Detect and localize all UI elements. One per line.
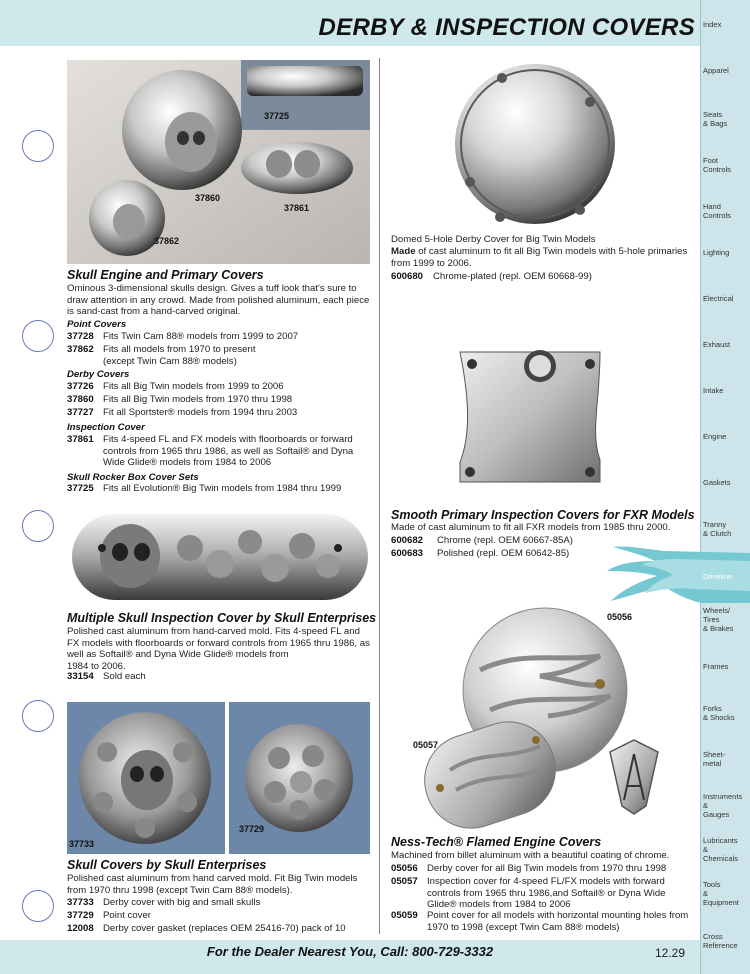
photo-label-37729: 37729 bbox=[239, 824, 265, 834]
group-heading: Derby Covers bbox=[67, 369, 130, 380]
skull-covers-heading: Skull Covers by Skull Enterprises bbox=[67, 858, 267, 872]
part-row: 600680 Chrome-plated (repl. OEM 60668-99) bbox=[391, 271, 592, 282]
side-tab-lubricants[interactable]: Lubricants & Chemicals bbox=[703, 836, 739, 863]
side-tab-hand[interactable]: Hand Controls bbox=[703, 202, 731, 220]
part-row: 05056 Derby cover for all Big Twin models from 1970 thru 1998 bbox=[391, 863, 667, 874]
side-tab-seats[interactable]: Seats & Bags bbox=[703, 110, 728, 128]
side-tab-sheet[interactable]: Sheet- metal bbox=[703, 750, 726, 768]
skull-derby-cover-photo bbox=[67, 702, 225, 854]
part-row: 37725 Fits all Evolution® Big Twin models from 1984 thru 1999 bbox=[67, 483, 342, 494]
side-tab-tranny[interactable]: Tranny & Clutch bbox=[703, 520, 732, 538]
side-tab-lighting[interactable]: Lighting bbox=[703, 248, 730, 257]
binder-hole bbox=[22, 510, 54, 542]
column-divider bbox=[379, 58, 380, 934]
part-row: 37733 Derby cover with big and small skulls bbox=[67, 897, 261, 908]
group-heading: Skull Rocker Box Cover Sets bbox=[67, 472, 199, 483]
side-tab-driveline[interactable]: Driveline bbox=[703, 572, 733, 581]
domed-caption: Domed 5-Hole Derby Cover for Big Twin Models bbox=[391, 234, 596, 245]
ness-tech-heading: Ness-Tech® Flamed Engine Covers bbox=[391, 835, 602, 849]
side-tab-tools[interactable]: Tools & Equipment bbox=[703, 880, 739, 907]
part-row: 05059 Point cover for all models with horizontal mounting holes from 1970 to 1998 (except Twin Cam 88® models) bbox=[391, 910, 689, 933]
binder-hole bbox=[22, 130, 54, 162]
multiple-skull-heading: Multiple Skull Inspection Cover by Skull Enterprises bbox=[67, 611, 377, 625]
skull-engine-covers-photo bbox=[67, 60, 370, 264]
smooth-primary-cover-photo bbox=[450, 342, 610, 492]
part-row: 37729 Point cover bbox=[67, 910, 151, 921]
multiple-skull-description: Polished cast aluminum from hand-carved mold. Fits 4-speed FL and FX models with floorboards or forward controls from 1965 thru 1986, as well as Softail® and Dyna Wide Glide® models from 1984 to 2006. bbox=[67, 626, 370, 672]
dealer-phone-text: For the Dealer Nearest You, Call: 800-729-3332 bbox=[206, 944, 494, 959]
domed-description: Made of cast aluminum to fit all Big Twin models with 5-hole primaries from 1999 to 2006. bbox=[391, 246, 688, 269]
part-row: 37862 Fits all models from 1970 to present (except Twin Cam 88® models) bbox=[67, 344, 256, 367]
photo-label-37861: 37861 bbox=[284, 203, 310, 213]
side-tab-apparel[interactable]: Apparel bbox=[703, 66, 729, 75]
side-tab-engine[interactable]: Engine bbox=[703, 432, 727, 441]
page-number: 12.29 bbox=[655, 946, 686, 960]
photo-label-37733: 37733 bbox=[69, 839, 95, 849]
side-tab-index[interactable]: Index bbox=[703, 20, 722, 29]
side-tab-instruments[interactable]: Instruments & Gauges bbox=[703, 792, 743, 819]
page-title: DERBY & INSPECTION COVERS bbox=[318, 14, 695, 41]
side-tab-wheels[interactable]: Wheels/ Tires & Brakes bbox=[703, 606, 734, 633]
part-row: 37726 Fits all Big Twin models from 1999 to 2006 bbox=[67, 381, 284, 392]
side-tab-exhaust[interactable]: Exhaust bbox=[703, 340, 731, 349]
part-row: 600682 Chrome (repl. OEM 60667-85A) bbox=[391, 535, 573, 546]
photo-label-37862: 37862 bbox=[154, 236, 180, 246]
part-row: 600683 Polished (repl. OEM 60642-85) bbox=[391, 548, 570, 559]
binder-hole bbox=[22, 700, 54, 732]
multiple-skull-cover-photo bbox=[70, 508, 370, 606]
part-row: 37860 Fits all Big Twin models from 1970 thru 1998 bbox=[67, 394, 293, 405]
side-tab-electrical[interactable]: Electrical bbox=[703, 294, 734, 303]
photo-label-37860: 37860 bbox=[195, 193, 221, 203]
skull-covers-description: Polished cast aluminum from hand carved mold. Fit Big Twin models from 1970 thru 1998 (except Twin Cam 88® models). bbox=[67, 873, 358, 896]
side-tab-frames[interactable]: Frames bbox=[703, 662, 729, 671]
smooth-primary-description: Made of cast aluminum to fit all FXR models from 1985 thru 2000. bbox=[391, 522, 671, 533]
domed-derby-cover-photo bbox=[440, 62, 630, 230]
part-row: 37728 Fits Twin Cam 88® models from 1999 to 2007 bbox=[67, 331, 299, 342]
group-heading: Inspection Cover bbox=[67, 422, 145, 433]
side-tab-strip bbox=[700, 0, 750, 974]
skull-engine-heading: Skull Engine and Primary Covers bbox=[67, 268, 264, 282]
part-row: 12008 Derby cover gasket (replaces OEM 25416-70) pack of 10 bbox=[67, 923, 346, 934]
ness-tech-description: Machined from billet aluminum with a beautiful coating of chrome. bbox=[391, 850, 670, 861]
photo-label-05056: 05056 bbox=[607, 612, 633, 622]
binder-hole bbox=[22, 320, 54, 352]
side-tab-forks[interactable]: Forks & Shocks bbox=[703, 704, 735, 722]
side-tab-foot[interactable]: Foot Controls bbox=[703, 156, 731, 174]
side-tab-gaskets[interactable]: Gaskets bbox=[703, 478, 731, 487]
part-row: 05057 Inspection cover for 4-speed FL/FX models with forward controls from 1965 thru 1986,and Softail® or Dyna Wide Glide® models from 1984 to 2006 bbox=[391, 876, 666, 910]
part-row: 37861 Fits 4-speed FL and FX models with floorboards or forward controls from 1965 thru 1986, as well as Softail® and Dyna Wide Glide® models from 1984 to 2006 bbox=[67, 434, 354, 468]
skull-engine-description: Ominous 3-dimensional skulls design. Gives a tuff look that's sure to draw attention in any crowd. Made from polished aluminum, each piece is sand-cast from a hand-carved original. bbox=[67, 283, 370, 317]
ness-tech-flamed-covers-photo bbox=[410, 600, 660, 832]
smooth-primary-heading: Smooth Primary Inspection Covers for FXR Models bbox=[391, 508, 695, 522]
side-tab-cross[interactable]: Cross Reference bbox=[703, 932, 738, 950]
binder-hole bbox=[22, 890, 54, 922]
part-row: 37727 Fit all Sportster® models from 1994 thru 2003 bbox=[67, 407, 298, 418]
group-heading: Point Covers bbox=[67, 319, 127, 330]
side-tab-intake[interactable]: Intake bbox=[703, 386, 724, 395]
part-row: 33154 Sold each bbox=[67, 671, 146, 682]
photo-label-37725: 37725 bbox=[264, 111, 290, 121]
photo-label-05057: 05057 bbox=[413, 740, 439, 750]
